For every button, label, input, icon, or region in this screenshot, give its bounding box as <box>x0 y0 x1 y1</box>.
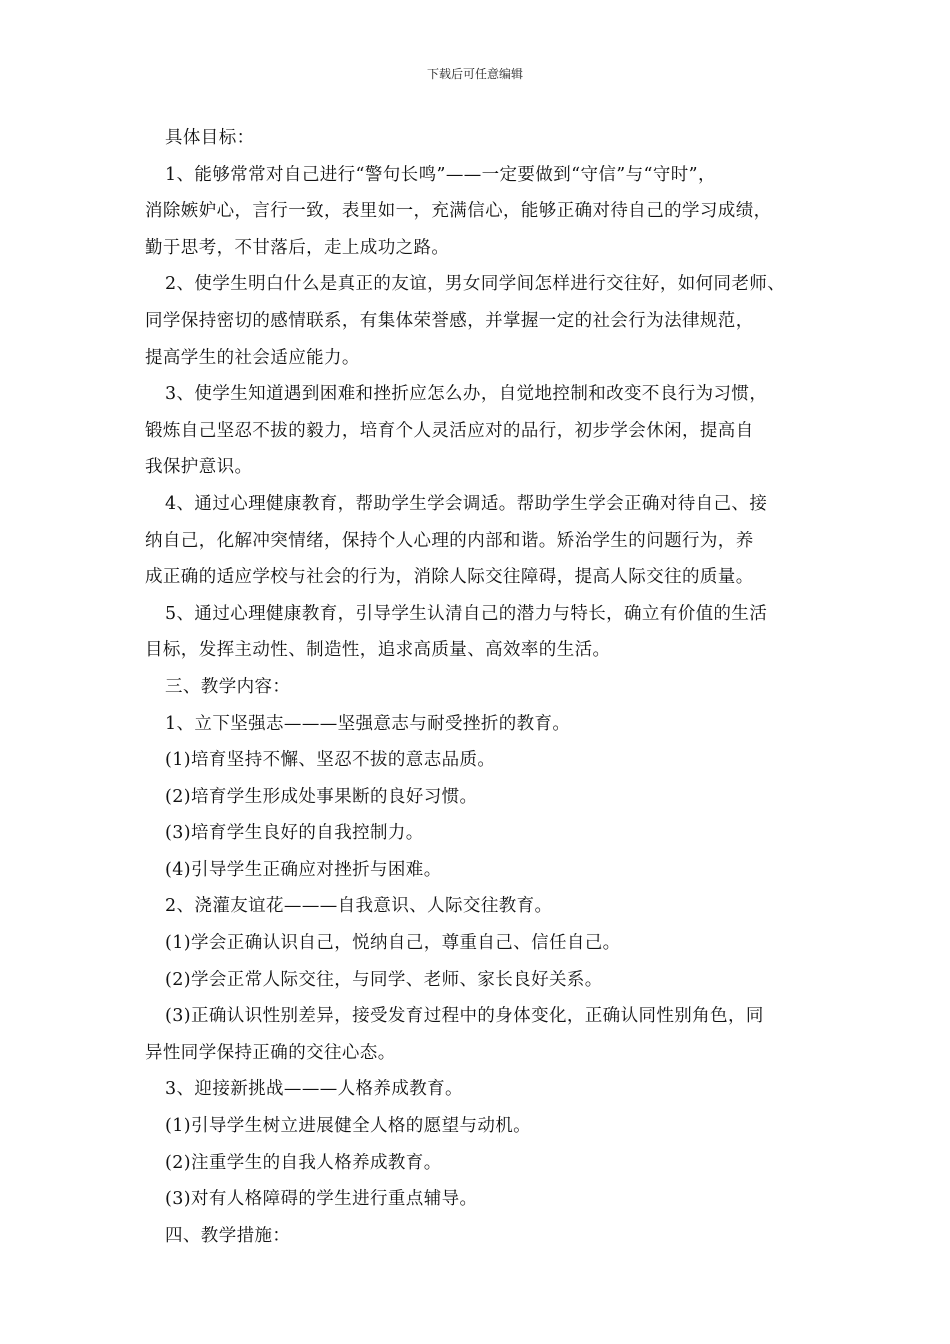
text-line: 5、通过心理健康教育，引导学生认清自己的潜力与特长，确立有价值的生活 <box>165 603 768 624</box>
text-line: 2、使学生明白什么是真正的友谊，男女同学间怎样进行交往好，如何同老师、 <box>165 274 786 295</box>
text-line: 目标，发挥主动性、制造性，追求高质量、高效率的生活。 <box>145 640 611 661</box>
text-line: 消除嫉妒心，言行一致，表里如一，充满信心，能够正确对待自己的学习成绩， <box>145 201 772 222</box>
text-line: (2)培育学生形成处事果断的良好习惯。 <box>165 786 478 807</box>
page-header: 下载后可任意编辑 <box>426 67 523 81</box>
text-line: (2)注重学生的自我人格养成教育。 <box>165 1152 442 1173</box>
text-line: 1、立下坚强志———坚强意志与耐受挫折的教育。 <box>165 713 571 734</box>
text-line: 具体目标： <box>165 128 255 148</box>
text-line: 我保护意识。 <box>145 457 253 478</box>
text-line: 三、教学内容： <box>165 676 291 697</box>
text-line: (1)培育坚持不懈、坚忍不拔的意志品质。 <box>165 750 496 771</box>
text-line: (4)引导学生正确应对挫折与困难。 <box>165 859 442 880</box>
text-line: 勤于思考，不甘落后，走上成功之路。 <box>145 237 450 258</box>
text-line: 3、使学生知道遇到困难和挫折应怎么办，自觉地控制和改变不良行为习惯， <box>165 384 768 405</box>
text-line: (1)引导学生树立进展健全人格的愿望与动机。 <box>165 1116 532 1137</box>
text-line: 提高学生的社会适应能力。 <box>145 347 360 368</box>
document-body <box>145 120 815 1254</box>
text-line: (3)对有人格障碍的学生进行重点辅导。 <box>165 1189 478 1210</box>
text-line: 4、通过心理健康教育，帮助学生学会调适。帮助学生学会正确对待自己、接 <box>165 493 768 514</box>
text-line: 纳自己，化解冲突情绪，保持个人心理的内部和谐。矫治学生的问题行为，养 <box>145 530 754 551</box>
text-line: (3)培育学生良好的自我控制力。 <box>165 823 424 844</box>
text-line: (2)学会正常人际交往，与同学、老师、家长良好关系。 <box>165 969 603 990</box>
text-line: (3)正确认识性别差异，接受发育过程中的身体变化，正确认同性别角色，同 <box>165 1006 764 1027</box>
text-line: 1、能够常常对自己进行“警句长鸣”——一定要做到“守信”与“守时”， <box>165 164 716 185</box>
text-line: (1)学会正确认识自己，悦纳自己，尊重自己、信任自己。 <box>165 933 621 954</box>
text-line: 锻炼自己坚忍不拔的毅力，培育个人灵活应对的品行，初步学会休闲，提高自 <box>145 420 754 441</box>
text-line: 同学保持密切的感情联系，有集体荣誉感，并掌握一定的社会行为法律规范， <box>145 310 754 331</box>
text-line: 异性同学保持正确的交往心态。 <box>145 1042 396 1063</box>
text-line: 四、教学措施： <box>165 1225 291 1246</box>
text-line: 2、浇灌友谊花———自我意识、人际交往教育。 <box>165 896 553 917</box>
text-line: 成正确的适应学校与社会的行为，消除人际交往障碍，提高人际交往的质量。 <box>145 567 754 588</box>
text-line: 3、迎接新挑战———人格养成教育。 <box>165 1079 463 1100</box>
